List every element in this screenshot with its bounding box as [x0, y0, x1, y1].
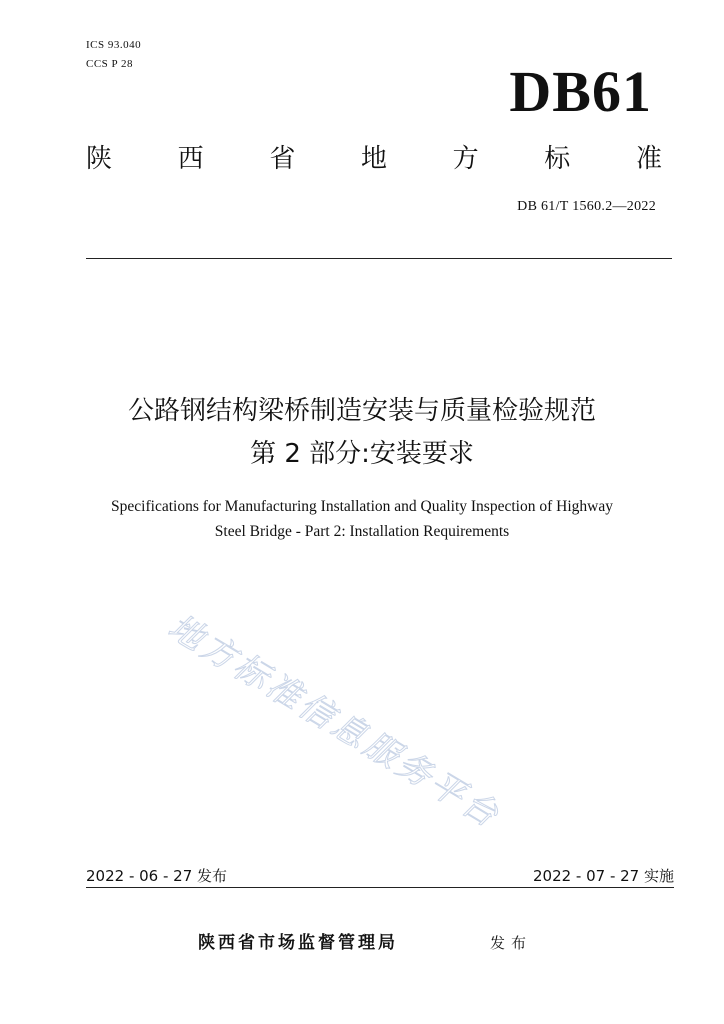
standard-code-logo: DB61	[509, 59, 652, 124]
standard-type-char: 陕	[86, 144, 113, 174]
standard-number: DB 61/T 1560.2—2022	[517, 199, 656, 214]
implementation-date: 2022 - 07 - 27 实施	[532, 867, 674, 885]
standard-type-char: 地	[360, 144, 387, 174]
standard-type-char: 标	[544, 144, 571, 174]
standard-type-char: 省	[269, 144, 296, 174]
top-divider	[86, 258, 672, 259]
standard-type-char: 方	[452, 144, 479, 174]
chinese-title-line-2: 第 2 部分:安装要求	[250, 439, 474, 469]
english-title-line-2: Steel Bridge - Part 2: Installation Requirements	[214, 523, 510, 540]
issue-date: 2022 - 06 - 27 发布	[86, 867, 228, 885]
publish-label: 发布	[490, 934, 533, 952]
watermark: 地方标准信息服务平台	[161, 606, 508, 837]
bottom-divider	[86, 887, 674, 888]
chinese-title-line-1: 公路钢结构梁桥制造安装与质量检验规范	[127, 396, 596, 426]
english-title-line-1: Specifications for Manufacturing Installation and Quality Inspection of Highway	[111, 498, 613, 515]
standard-type-char: 西	[177, 144, 204, 174]
standard-type-char: 准	[635, 144, 662, 174]
standard-type-heading	[86, 140, 662, 178]
ics-code: ICS 93.040	[86, 39, 142, 51]
issuing-authority: 陕西省市场监督管理局	[198, 933, 398, 953]
ccs-code: CCS P 28	[86, 58, 134, 70]
